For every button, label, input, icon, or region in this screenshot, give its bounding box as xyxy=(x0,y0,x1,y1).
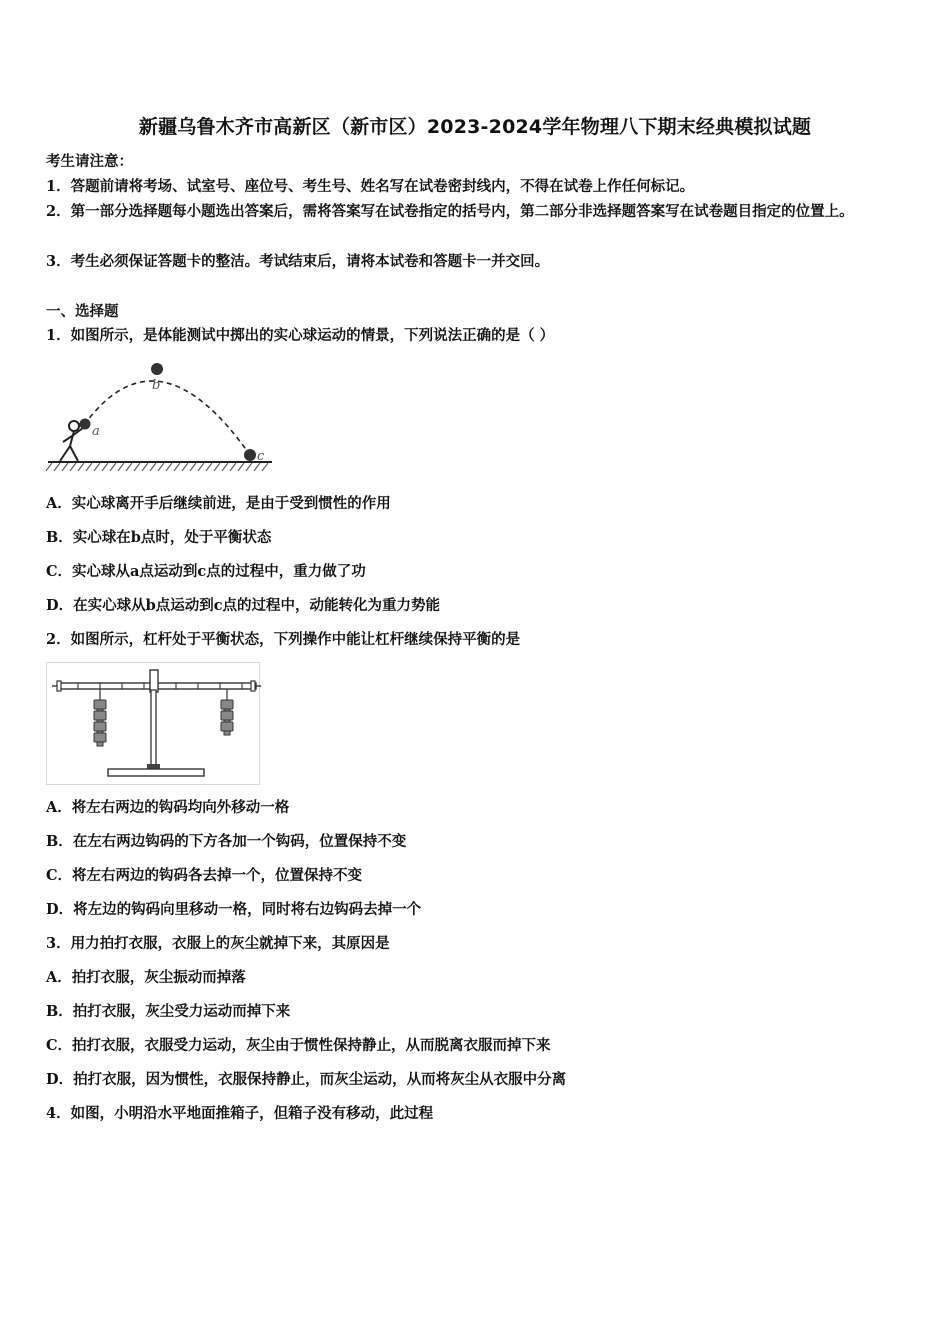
question-2-option-a: A．将左右两边的钩码均向外移动一格 xyxy=(46,799,290,816)
question-3-stem: 3．用力拍打衣服，衣服上的灰尘就掉下来，其原因是 xyxy=(46,935,390,952)
notice-item-2: 2．第一部分选择题每小题选出答案后，需将答案写在试卷指定的括号内，第二部分非选择题答案写在试卷题目指定的位置上。 xyxy=(46,203,854,220)
question-1-option-a: A．实心球离开手后继续前进，是由于受到惯性的作用 xyxy=(46,495,391,512)
label-b: b xyxy=(152,378,161,393)
ball-c xyxy=(244,449,256,461)
question-3-option-b: B．拍打衣服，灰尘受力运动而掉下来 xyxy=(46,1003,291,1020)
question-2-option-b: B．在左右两边钩码的下方各加一个钩码，位置保持不变 xyxy=(46,833,407,850)
question-4-stem: 4．如图，小明沿水平地面推箱子，但箱子没有移动，此过程 xyxy=(46,1105,434,1122)
lever-figure xyxy=(46,662,261,786)
page-title: 新疆乌鲁木齐市高新区（新市区）2023-2024学年物理八下期末经典模拟试题 xyxy=(138,116,812,138)
right-weights xyxy=(221,700,233,735)
thrower-figure xyxy=(60,421,83,461)
question-1-stem: 1．如图所示，是体能测试中掷出的实心球运动的情景，下列说法正确的是（ ） xyxy=(46,327,555,344)
notice-heading: 考生请注意： xyxy=(46,153,133,170)
notice-item-1: 1．答题前请将考场、试室号、座位号、考生号、姓名写在试卷密封线内，不得在试卷上作任何标记。 xyxy=(46,178,695,195)
label-a: a xyxy=(92,424,100,439)
ball-b xyxy=(151,363,163,375)
question-3-option-a: A．拍打衣服，灰尘振动而掉落 xyxy=(46,969,246,986)
question-1-option-d: D．在实心球从b点运动到c点的过程中，动能转化为重力势能 xyxy=(46,597,441,614)
label-c: c xyxy=(257,449,265,464)
section-heading: 一、选择题 xyxy=(46,303,119,320)
projectile-figure xyxy=(46,358,276,476)
question-3-option-d: D．拍打衣服，因为惯性，衣服保持静止，而灰尘运动，从而将灰尘从衣服中分离 xyxy=(46,1071,567,1088)
question-2-stem: 2．如图所示，杠杆处于平衡状态，下列操作中能让杠杆继续保持平衡的是 xyxy=(46,631,521,648)
question-2-option-c: C．将左右两边的钩码各去掉一个，位置保持不变 xyxy=(46,867,363,884)
question-3-option-c: C．拍打衣服，衣服受力运动，灰尘由于惯性保持静止，从而脱离衣服而掉下来 xyxy=(46,1037,551,1054)
question-2-option-d: D．将左边的钩码向里移动一格，同时将右边钩码去掉一个 xyxy=(46,901,422,918)
ball-a xyxy=(80,419,91,430)
left-weights xyxy=(94,700,106,746)
notice-item-3: 3．考生必须保证答题卡的整洁。考试结束后，请将本试卷和答题卡一并交回。 xyxy=(46,253,550,270)
question-1-option-b: B．实心球在b点时，处于平衡状态 xyxy=(46,529,272,546)
question-1-option-c: C．实心球从a点运动到c点的过程中，重力做了功 xyxy=(46,563,366,580)
